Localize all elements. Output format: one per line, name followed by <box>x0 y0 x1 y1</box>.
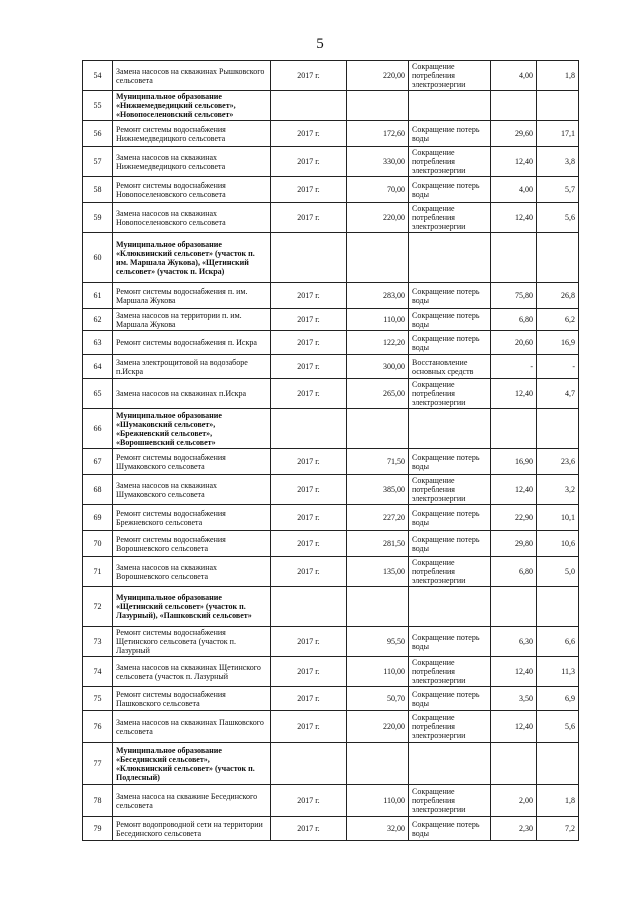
effect-cell: Сокращение потребления электроэнергии <box>409 475 491 505</box>
value2-cell: 5,0 <box>537 557 579 587</box>
measure-name: Замена насосов на территории п. им. Маршала Жукова <box>113 309 271 331</box>
value1-cell: 12,40 <box>491 657 537 687</box>
year-cell: 2017 г. <box>271 355 347 379</box>
effect-cell: Сокращение потерь воды <box>409 331 491 355</box>
measure-name: Замена насосов на скважинах Шумаковского сельсовета <box>113 475 271 505</box>
table-row <box>83 203 579 233</box>
section-header-row <box>83 743 579 785</box>
measure-name: Замена электрощитовой на водозаборе п.Искра <box>113 355 271 379</box>
value1-cell: 29,80 <box>491 531 537 557</box>
row-number: 59 <box>83 203 113 233</box>
value1-cell <box>491 233 537 283</box>
measure-name: Ремонт системы водоснабжения Щетинского сельсовета (участок п. Лазурный <box>113 627 271 657</box>
effect-cell: Сокращение потерь воды <box>409 627 491 657</box>
measure-name: Ремонт системы водоснабжения п. Искра <box>113 331 271 355</box>
measure-name: Ремонт водопроводной сети на территории Бесединского сельсовета <box>113 817 271 841</box>
effect-cell: Сокращение потерь воды <box>409 449 491 475</box>
effect-cell: Сокращение потребления электроэнергии <box>409 711 491 743</box>
value1-cell: 2,30 <box>491 817 537 841</box>
value2-cell: 4,7 <box>537 379 579 409</box>
value1-cell: 3,50 <box>491 687 537 711</box>
value2-cell <box>537 233 579 283</box>
measure-name: Муниципальное образование «Бесединский сельсовет», «Клюквинский сельсовет» (участок п. Подлесный) <box>113 743 271 785</box>
effect-cell: Сокращение потребления электроэнергии <box>409 557 491 587</box>
effect-cell: Сокращение потерь воды <box>409 309 491 331</box>
row-number: 68 <box>83 475 113 505</box>
measure-name: Замена насосов на скважинах Рышковского сельсовета <box>113 61 271 91</box>
measure-name: Замена насосов на скважинах Нижнемедведицкого сельсовета <box>113 147 271 177</box>
cost-cell: 122,20 <box>347 331 409 355</box>
effect-cell <box>409 409 491 449</box>
row-number: 70 <box>83 531 113 557</box>
row-number: 58 <box>83 177 113 203</box>
effect-cell: Сокращение потерь воды <box>409 687 491 711</box>
value1-cell: 16,90 <box>491 449 537 475</box>
effect-cell: Сокращение потребления электроэнергии <box>409 203 491 233</box>
value1-cell: 75,80 <box>491 283 537 309</box>
measure-name: Муниципальное образование «Нижнемедведицкий сельсовет», «Новопоселеновский сельсовет» <box>113 91 271 121</box>
value1-cell: 2,00 <box>491 785 537 817</box>
measure-name: Муниципальное образование «Шумаковский сельсовет», «Брежневский сельсовет», «Ворошневский сельсовет» <box>113 409 271 449</box>
year-cell: 2017 г. <box>271 449 347 475</box>
cost-cell: 300,00 <box>347 355 409 379</box>
value1-cell: 12,40 <box>491 475 537 505</box>
value2-cell: 5,7 <box>537 177 579 203</box>
cost-cell: 50,70 <box>347 687 409 711</box>
effect-cell <box>409 587 491 627</box>
cost-cell: 70,00 <box>347 177 409 203</box>
cost-cell: 220,00 <box>347 711 409 743</box>
table-row <box>83 475 579 505</box>
year-cell <box>271 743 347 785</box>
table-row <box>83 817 579 841</box>
table-row <box>83 505 579 531</box>
year-cell: 2017 г. <box>271 531 347 557</box>
measure-name: Ремонт системы водоснабжения Пашковского сельсовета <box>113 687 271 711</box>
section-header-row <box>83 91 579 121</box>
value2-cell: - <box>537 355 579 379</box>
effect-cell: Восстановление основных средств <box>409 355 491 379</box>
row-number: 61 <box>83 283 113 309</box>
value2-cell: 5,6 <box>537 203 579 233</box>
cost-cell <box>347 409 409 449</box>
value1-cell: 12,40 <box>491 379 537 409</box>
value2-cell <box>537 743 579 785</box>
effect-cell: Сокращение потерь воды <box>409 817 491 841</box>
value1-cell: 12,40 <box>491 147 537 177</box>
page-number: 5 <box>316 36 324 52</box>
measure-name: Муниципальное образование «Щетинский сельсовет» (участок п. Лазурный), «Пашковский сельсовет» <box>113 587 271 627</box>
value1-cell <box>491 409 537 449</box>
value1-cell <box>491 587 537 627</box>
value2-cell: 7,2 <box>537 817 579 841</box>
measure-name: Замена насоса на скважине Бесединского сельсовета <box>113 785 271 817</box>
row-number: 57 <box>83 147 113 177</box>
value2-cell: 3,8 <box>537 147 579 177</box>
cost-cell: 95,50 <box>347 627 409 657</box>
measure-name: Ремонт системы водоснабжения Нижнемедведицкого сельсовета <box>113 121 271 147</box>
table-row <box>83 355 579 379</box>
year-cell <box>271 587 347 627</box>
value1-cell: - <box>491 355 537 379</box>
effect-cell <box>409 91 491 121</box>
row-number: 63 <box>83 331 113 355</box>
cost-cell: 385,00 <box>347 475 409 505</box>
table-body <box>83 61 579 841</box>
row-number: 76 <box>83 711 113 743</box>
table-row <box>83 61 579 91</box>
value1-cell: 6,80 <box>491 557 537 587</box>
value1-cell: 4,00 <box>491 61 537 91</box>
effect-cell: Сокращение потребления электроэнергии <box>409 379 491 409</box>
measure-name: Ремонт системы водоснабжения Шумаковского сельсовета <box>113 449 271 475</box>
year-cell: 2017 г. <box>271 147 347 177</box>
effect-cell: Сокращение потребления электроэнергии <box>409 785 491 817</box>
year-cell: 2017 г. <box>271 627 347 657</box>
table-row <box>83 283 579 309</box>
value1-cell: 22,90 <box>491 505 537 531</box>
cost-cell: 281,50 <box>347 531 409 557</box>
value2-cell: 11,3 <box>537 657 579 687</box>
year-cell: 2017 г. <box>271 283 347 309</box>
row-number: 71 <box>83 557 113 587</box>
cost-cell <box>347 233 409 283</box>
cost-cell: 220,00 <box>347 203 409 233</box>
year-cell: 2017 г. <box>271 309 347 331</box>
table-row <box>83 657 579 687</box>
cost-cell <box>347 91 409 121</box>
table-row <box>83 531 579 557</box>
measures-table <box>82 60 579 841</box>
year-cell: 2017 г. <box>271 557 347 587</box>
value1-cell: 29,60 <box>491 121 537 147</box>
cost-cell: 283,00 <box>347 283 409 309</box>
value2-cell: 23,6 <box>537 449 579 475</box>
row-number: 67 <box>83 449 113 475</box>
year-cell: 2017 г. <box>271 785 347 817</box>
value1-cell: 4,00 <box>491 177 537 203</box>
section-header-row <box>83 587 579 627</box>
measure-name: Муниципальное образование «Клюквинский сельсовет» (участок п. им. Маршала Жукова), «Щетинский сельсовет» (участок п. Искра) <box>113 233 271 283</box>
table-row <box>83 331 579 355</box>
year-cell: 2017 г. <box>271 505 347 531</box>
row-number: 74 <box>83 657 113 687</box>
value1-cell: 12,40 <box>491 711 537 743</box>
effect-cell <box>409 233 491 283</box>
measure-name: Ремонт системы водоснабжения п. им. Маршала Жукова <box>113 283 271 309</box>
table-row <box>83 785 579 817</box>
table-row <box>83 557 579 587</box>
row-number: 55 <box>83 91 113 121</box>
value1-cell: 6,30 <box>491 627 537 657</box>
value2-cell: 26,8 <box>537 283 579 309</box>
cost-cell: 172,60 <box>347 121 409 147</box>
year-cell: 2017 г. <box>271 177 347 203</box>
row-number: 73 <box>83 627 113 657</box>
value2-cell: 1,8 <box>537 61 579 91</box>
effect-cell: Сокращение потерь воды <box>409 505 491 531</box>
year-cell <box>271 233 347 283</box>
year-cell: 2017 г. <box>271 657 347 687</box>
measure-name: Замена насосов на скважинах Пашковского сельсовета <box>113 711 271 743</box>
measure-name: Ремонт системы водоснабжения Брежневского сельсовета <box>113 505 271 531</box>
section-header-row <box>83 409 579 449</box>
year-cell: 2017 г. <box>271 817 347 841</box>
cost-cell: 110,00 <box>347 657 409 687</box>
year-cell: 2017 г. <box>271 687 347 711</box>
table-row <box>83 379 579 409</box>
value1-cell: 20,60 <box>491 331 537 355</box>
cost-cell: 227,20 <box>347 505 409 531</box>
value2-cell: 17,1 <box>537 121 579 147</box>
value1-cell <box>491 743 537 785</box>
row-number: 56 <box>83 121 113 147</box>
table-row <box>83 711 579 743</box>
row-number: 77 <box>83 743 113 785</box>
cost-cell: 32,00 <box>347 817 409 841</box>
effect-cell <box>409 743 491 785</box>
value2-cell <box>537 91 579 121</box>
year-cell <box>271 409 347 449</box>
row-number: 75 <box>83 687 113 711</box>
effect-cell: Сокращение потерь воды <box>409 121 491 147</box>
cost-cell <box>347 743 409 785</box>
year-cell: 2017 г. <box>271 379 347 409</box>
table-row <box>83 627 579 657</box>
value2-cell <box>537 409 579 449</box>
effect-cell: Сокращение потребления электроэнергии <box>409 657 491 687</box>
year-cell <box>271 91 347 121</box>
value1-cell: 6,80 <box>491 309 537 331</box>
row-number: 54 <box>83 61 113 91</box>
value1-cell <box>491 91 537 121</box>
row-number: 66 <box>83 409 113 449</box>
row-number: 62 <box>83 309 113 331</box>
value2-cell: 6,2 <box>537 309 579 331</box>
value2-cell: 10,6 <box>537 531 579 557</box>
measure-name: Замена насосов на скважинах Ворошневского сельсовета <box>113 557 271 587</box>
cost-cell: 71,50 <box>347 449 409 475</box>
effect-cell: Сокращение потребления электроэнергии <box>409 61 491 91</box>
table-row <box>83 449 579 475</box>
row-number: 60 <box>83 233 113 283</box>
year-cell: 2017 г. <box>271 711 347 743</box>
value2-cell <box>537 587 579 627</box>
cost-cell: 330,00 <box>347 147 409 177</box>
value2-cell: 6,6 <box>537 627 579 657</box>
year-cell: 2017 г. <box>271 61 347 91</box>
effect-cell: Сокращение потребления электроэнергии <box>409 147 491 177</box>
year-cell: 2017 г. <box>271 331 347 355</box>
value2-cell: 16,9 <box>537 331 579 355</box>
value2-cell: 3,2 <box>537 475 579 505</box>
table-row <box>83 687 579 711</box>
effect-cell: Сокращение потерь воды <box>409 177 491 203</box>
table-row <box>83 177 579 203</box>
cost-cell <box>347 587 409 627</box>
measure-name: Замена насосов на скважинах п.Искра <box>113 379 271 409</box>
table-row <box>83 121 579 147</box>
row-number: 69 <box>83 505 113 531</box>
effect-cell: Сокращение потерь воды <box>409 283 491 309</box>
row-number: 78 <box>83 785 113 817</box>
cost-cell: 135,00 <box>347 557 409 587</box>
row-number: 64 <box>83 355 113 379</box>
section-header-row <box>83 233 579 283</box>
measure-name: Замена насосов на скважинах Щетинского сельсовета (участок п. Лазурный <box>113 657 271 687</box>
measure-name: Ремонт системы водоснабжения Ворошневского сельсовета <box>113 531 271 557</box>
row-number: 72 <box>83 587 113 627</box>
year-cell: 2017 г. <box>271 475 347 505</box>
year-cell: 2017 г. <box>271 121 347 147</box>
value2-cell: 1,8 <box>537 785 579 817</box>
effect-cell: Сокращение потерь воды <box>409 531 491 557</box>
cost-cell: 220,00 <box>347 61 409 91</box>
cost-cell: 110,00 <box>347 785 409 817</box>
cost-cell: 110,00 <box>347 309 409 331</box>
value2-cell: 6,9 <box>537 687 579 711</box>
value2-cell: 10,1 <box>537 505 579 531</box>
measure-name: Ремонт системы водоснабжения Новопоселеновского сельсовета <box>113 177 271 203</box>
measure-name: Замена насосов на скважинах Новопоселеновского сельсовета <box>113 203 271 233</box>
value1-cell: 12,40 <box>491 203 537 233</box>
table-row <box>83 147 579 177</box>
table-row <box>83 309 579 331</box>
row-number: 79 <box>83 817 113 841</box>
value2-cell: 5,6 <box>537 711 579 743</box>
year-cell: 2017 г. <box>271 203 347 233</box>
cost-cell: 265,00 <box>347 379 409 409</box>
row-number: 65 <box>83 379 113 409</box>
